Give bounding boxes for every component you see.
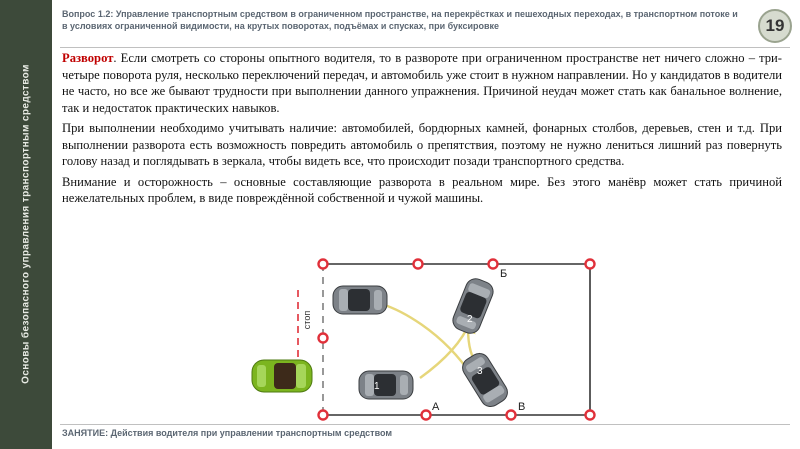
label-v: В (518, 401, 526, 413)
sidebar-title: Основы безопасного управления транспортным средством (20, 64, 32, 384)
car-position-1 (359, 371, 413, 399)
car-2-number: 2 (467, 314, 473, 325)
car-3-number: 3 (477, 366, 483, 377)
car-1-number: 1 (374, 381, 380, 392)
main-content (62, 50, 782, 211)
label-b: Б (500, 268, 508, 280)
footer-divider (60, 424, 790, 425)
label-a: А (432, 401, 440, 413)
paragraph-1 (62, 50, 782, 116)
paragraph-1-text: . Если смотреть со стороны опытного водителя, то в развороте при ограниченном пространстве нет ничего сложно – три-четыре поворота руля, несколько переключений передач, и автомобиль уже стоит в нужном направлении. Но у кандидатов в водители не часто, но все же бывают трудности при выполнении данного упражнения. Причиной неудач может стать как банальное волнение, так и недостаток практических навыков. (62, 51, 782, 115)
stop-label: стоп (302, 310, 312, 330)
car-position-2 (450, 276, 496, 337)
lead-term: Разворот (62, 51, 114, 65)
green-car (252, 360, 312, 392)
car-position-3 (459, 350, 511, 411)
footer-lesson: ЗАНЯТИЕ: Действия водителя при управлении транспортным средством (62, 428, 393, 438)
paragraph-2: При выполнении необходимо учитывать наличие: автомобилей, бордюрных камней, фонарных столбов, деревьев, стен и т.д. При выполнении разворота есть возможность повредить автомобиль о препятствия, поэтому не нужно лениться лишний раз повернуть голову назад и поглядывать в зеркала, чтобы видеть все, что происходит позади транспортного средства. (62, 121, 782, 168)
boundary-markers (319, 260, 595, 420)
paragraph-3: Внимание и осторожность – основные составляющие разворота в реальном мире. Без этого манёвр может стать причиной нежелательных проблем, в виде повреждённой собственной и чужой машины. (62, 174, 782, 205)
u-turn-diagram (240, 250, 610, 425)
sidebar (0, 0, 52, 449)
question-header: Вопрос 1.2: Управление транспортным средством в ограниченном пространстве, на перекрёстках и пешеходных переходах, в транспортном потоке и в условиях ограниченной видимости, на крутых поворотах, подъёмах и спусках, при буксировке (62, 9, 738, 31)
header-divider (60, 47, 790, 48)
car-start-position (333, 286, 387, 314)
slide-number-badge: 19 (758, 9, 792, 43)
